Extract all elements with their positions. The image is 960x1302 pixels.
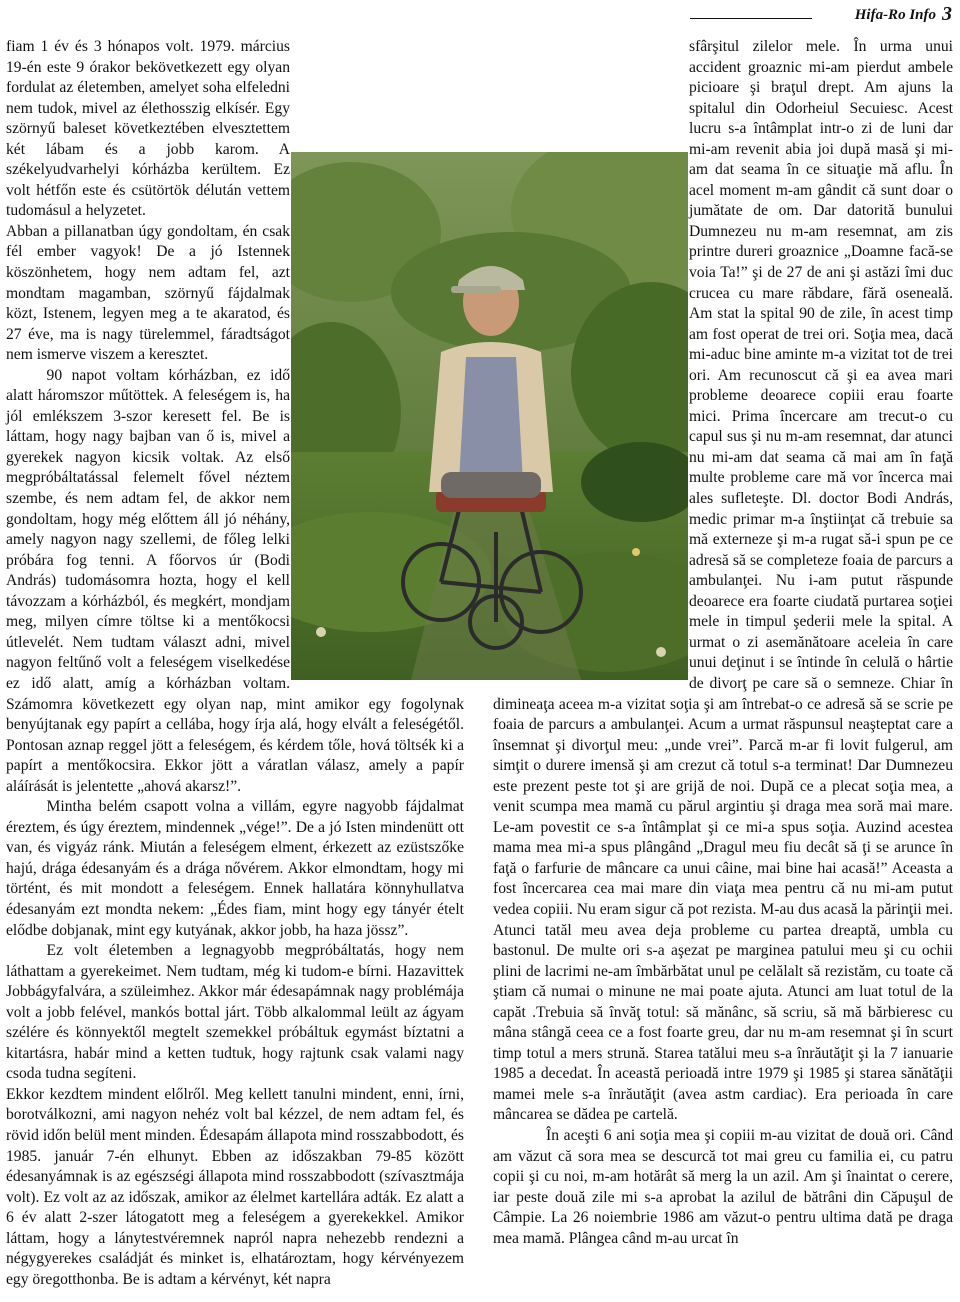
- romanian-text-flow: [493, 37, 953, 1249]
- ro-paragraph-2-flow: În aceşti 6 ani soţia mea şi copiii m-au vizitat de două ori. Când am văzut că sora mea se descurcă tot mai greu cu familia ei, cu patru copii şi cu noi, m-am hotărât să merg la un azil. Am şi înaintat o cerere, iar peste două zile mi s-a aprobat la azilul de bătrâni din Căpuşul de Câmpie. La 26 noiembrie 1986 am văzut-o pentru ultima dată pe draga mea mamă. Plângea când m-au urcat în: [493, 1126, 953, 1247]
- hu-paragraph-2: Abban a pillanatban úgy gondoltam, én csak fél ember vagyok! De a jó Istennek köszönhetem, hogy nem adtam fel, azt mondtam magamban, szörnyű fájdalmak közt, Istenem, legyen meg a te akaratod, és 27 éve, ma is nagy türelemmel, fáradtságot nem ismerve viszem a keresztet.: [6, 222, 290, 364]
- photo-float-left: [290, 157, 464, 685]
- photo-float-right: [493, 141, 689, 678]
- ro-paragraph-1-flow: sfârşitul zilelor mele. În urma unui accident groaznic mi-am pierdut ambele picioare şi braţul drept. Am ajuns la spitalul din Odorheiul Secuiesc. Acest lucru s-a întâmplat intr-o zi de luni dar mi-am revenit abia joi după masă şi mi-am dat seama în ce situaţie mă aflu. În acel moment m-am gândit că sunt doar o jumătate de om. Dar datorită bunului Dumnezeu nu m-am resemnat, am zis printre dureri groaznice „Doamne facă-se voia Ta!” şi de 27 de ani şi astăzi îmi duc crucea cu mare răbdare, fără oseneală. Am stat la spital 90 de zile, în acest timp am fost operat de trei ori. Soţia mea, dacă mi-aduc bine aminte m-a vizitat tot de trei ori. Am recunoscut că şi ea avea mari probleme deoarece copiii erau foarte mici. Prima încercare am trecut-o cu capul sus şi nu m-am resemnat, dar atunci nu mi-am dat seama că mai am în faţă multe probleme care mă vor încerca mai ales sufleteşte. Dl. doctor Bodi András, medic primar m-a înştiinţat că trebuie sa mă externeze şi m-a rugat să-i spun pe ce adresă să se completeze foaia de parcurs a ambulanţei. Nu i-am putut răspunde deoarece era foarte ciudată purtarea soţiei mele in timpul şederii mele la spital. A urmat o zi asemănătoare aceleia în care unui deţinut i se întinde în celulă o hârtie de divorţ pe care să o semneze. Chiar în dimineaţa aceea m-a vizitat soţia şi am întrebat-o ce adresă să se scrie pe foaia de parcurs a ambulanţei. Acum a urmat răspunsul neaşteptat care a însemnat şi divorţul meu: „unde vrei”. Parcă m-ar fi lovit fulgerul, am simţit o durere imensă şi am crezut că totul s-a terminat! Dar Dumnezeu este prezent peste tot şi are grijă de noi. După ce a plecat soţia mea, a venit scumpa mea mamă cu părul argintiu şi draga mea soră mai mare. Le-am povestit ce s-a întâmplat şi ce mi-a spus soţia. Auzind acestea mama mea mi-a spus plângând „Dragul meu fiu decât să ţi se arunce în faţă o farfurie de mâncare ca unui câine, mai bine hai acasă!” Aceasta a fost încercarea cea mai mare din viaţa mea pentru că nu mi-am putut vedea copiii. Nu eram sigur că pot rezista. M-au dus acasă la părinţii mei. Atunci tatăl meu avea deja probleme cu partea dreaptă, umbla cu bastonul. De multe ori s-a aşezat pe marginea patului meu şi cu ochii plini de lacrimi ne-am îmbărbătat unul pe celălalt să rezistăm, cu toate că ştiam că numai o minune ne mai poate ajuta. Atunci am luat totul de la capăt .Trebuia să învăţ totul: să mănânc, să scriu, să mă bărbieresc cu mâna stângă ceea ce a fost foarte greu, dar nu m-am resemnat şi în scurt timp totul a mers strună. Starea tatălui meu s-a înrăutăţit şi la 7 ianuarie 1985 a decedat. În această perioadă intre 1979 şi 1985 şi starea sănătăţii mamei mele s-a înrăutăţit (avea astm cardiac). Era perioada în care mâncarea se dădea pe cartelă.: [493, 38, 953, 1124]
- hu-paragraph-5: Ez volt életemben a legnagyobb megpróbáltatás, hogy nem láthattam a gyerekeimet. Nem tudtam, még ki tudom-e bírni. Hazavittek Jobbágyfalvára, a szüleimhez. Akkor már édesapámnak nagy problémája volt a jobb felével, mankós bottal járt. Több alkalommal leült az ágyam szélére és könnyektől megtelt szemekkel próbáltuk egymást bíztatni a kitartásra, habár mind a ketten tudtuk, hogy rajtunk csak valami nagy csoda tudna segíteni.: [6, 942, 464, 1083]
- page-number: 3: [942, 3, 952, 25]
- page-header: [855, 2, 952, 24]
- hu-paragraph-6: Ekkor kezdtem mindent előlről. Meg kellett tanulni mindent, enni, írni, borotválkozni, ami nagyon nehéz volt bal kézzel, de nem adtam fel, és rövid időn belül ment minden. Édesapám állapota mind rosszabbodott, és 1985. január 7-én elhunyt. Ebben az időszakban 79-85 között édesanyámnak is az egészségi állapota mind rosszabbodott (szívasztmája volt). Ez volt az az időszak, amikor az élelmet kartellára adták. Ez alatt a 6 év alatt 2-szer látogatott meg a feleségem a gyerekekkel. Amikor láttam, hogy a lánytestvéremnek napról napra nehezebb rendezni a négygyerekes családját és minket is, elhatároztam, hogy kérvényezem egy öregotthonba. Be is adtam a kérvényt, két napra: [6, 1085, 464, 1288]
- header-rule: [690, 18, 812, 19]
- publication-title: Hifa-Ro Info: [854, 7, 936, 23]
- hu-paragraph-3: 90 napot voltam kórházban, ez idő alatt háromszor műtöttek. A feleségem is, ha jól emlékszem 3-szor keresett fel. Be is láttam, hogy nagy bajban van ő is, mivel a gyerekek nagyon kicsik voltak. Az első megpróbáltatással felemelt fővel néztem szembe, és nem adtam fel, de akkor nem gondoltam, hogy még előttem áll jó néhány, amely nagyon nagy szellemi, de főleg lelki próbára fog tenni. A főorvos úr (Bodi András) tudomásomra hozta, hogy el kell távozzam a kórházból, és megkért, mondjam meg, milyen címre töltse ki a mentőkocsi útlevelét. Nem tudtam választ adni, mivel nagyon feltűnő volt a feleségem viselkedése ez idő alatt, amíg a kórházban voltam. Számomra következett egy olyan nap, mint amikor egy fogolynak benyújtanak egy papírt a cellába, hogy írja alá, hogy elvált a feleségétől. Pontosan aznap reggel jött a feleségem, és kérdem tőle, hová töltsék ki a papírt a mentőkocsira. Ekkor jött a váratlan válasz, amely a papír aláírását is jelentette „ahová akarsz!”.: [6, 366, 464, 795]
- hungarian-text-flow: [6, 37, 464, 1290]
- hu-paragraph-4: Mintha belém csapott volna a villám, egyre nagyobb fájdalmat éreztem, és úgy éreztem, mindennek „vége!”. De a jó Isten mindenütt ott van, és vigyáz ránk. Miután a feleségem elment, érkezett az ezüstszőke hajú, drága édesanyám és a drága nővérem. Akkor elmondtam, hogy mi történt, és mit mondott a feleségem. Ennek hallatára könnyhullatva édesanyám ezt mondta nekem: „Édes fiam, mint hogy egy tányér ételt elődbe dobjanak, mint egy kutyának, akkor jobb, ha haza jössz”.: [6, 798, 464, 939]
- hu-paragraph-1: fiam 1 év és 3 hónapos volt. 1979. március 19-én este 9 órakor bekövetkezett egy olyan fordulat az életemben, amelyet soha elfeledni nem tudok, mivel az élethosszig elkísér. Egy szörnyű baleset következtében elvesztettem két lábam és a jobb karom. A székelyudvarhelyi kórházba kerültem. Ez volt hétfőn este és csütörtök délután vettem tudomásul a helyzetet.: [6, 38, 290, 220]
